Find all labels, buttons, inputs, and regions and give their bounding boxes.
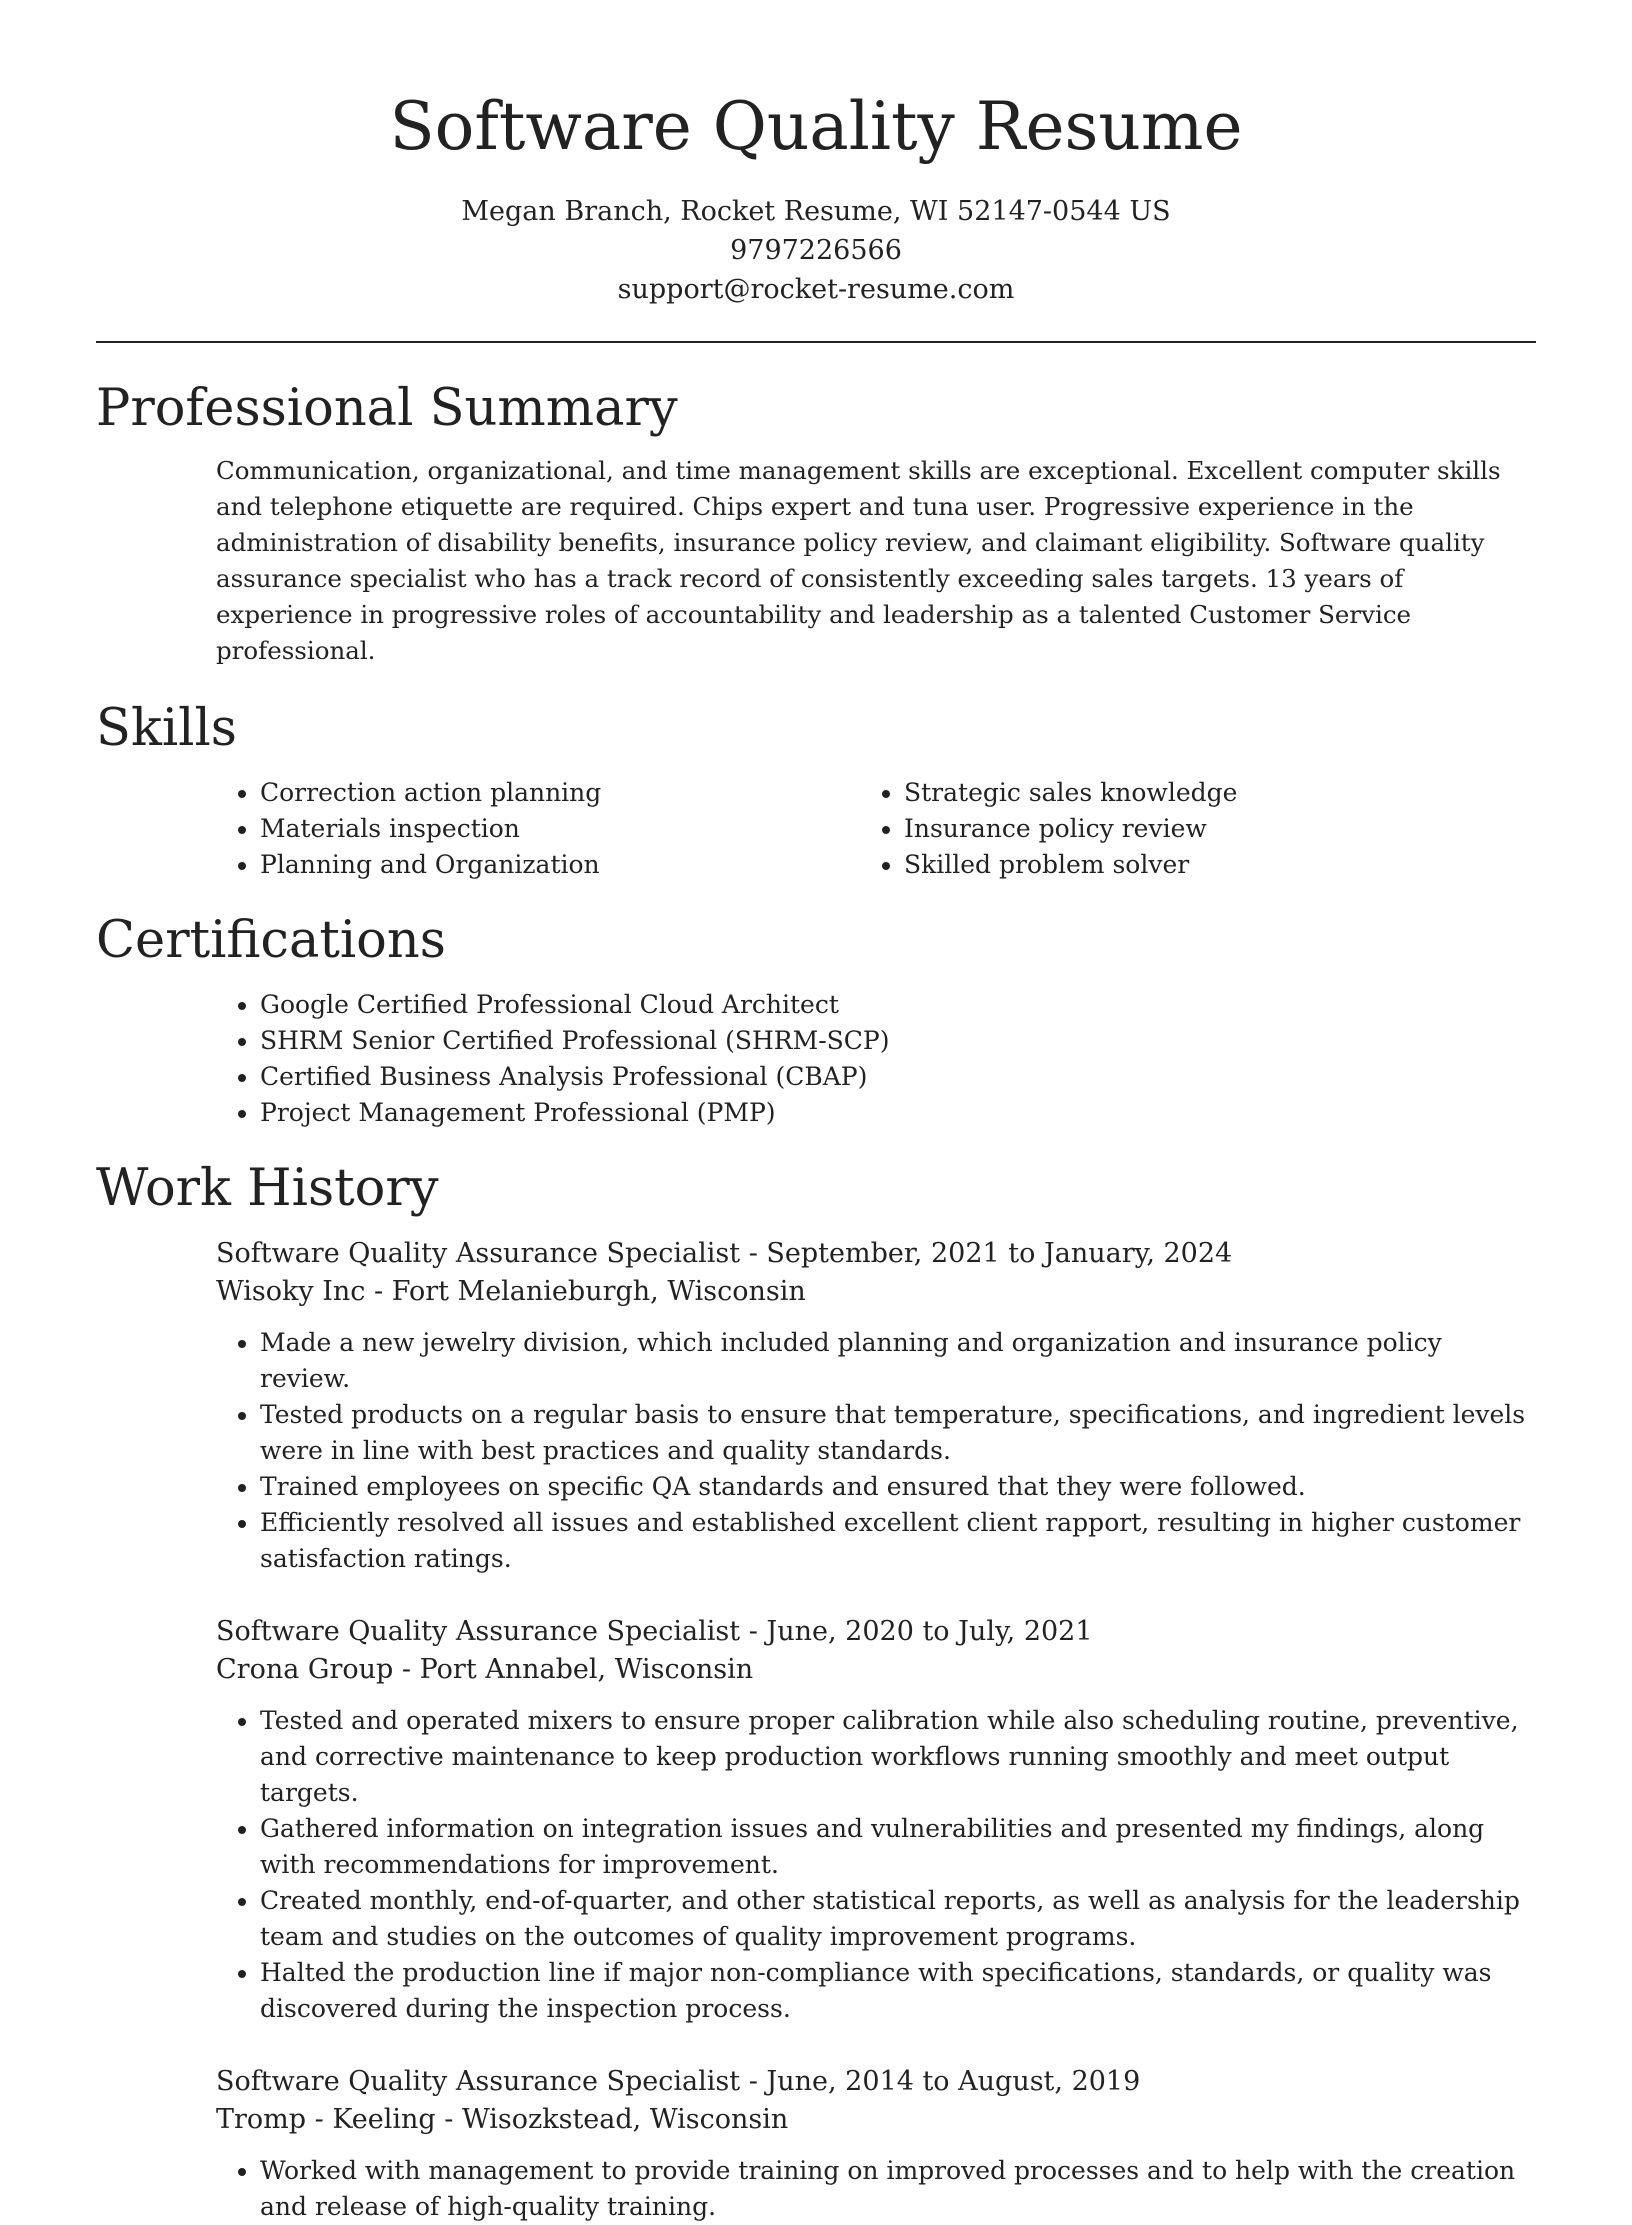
- job-entry: [216, 1235, 1536, 1577]
- job-dates: - September, 2021 to January, 2024: [740, 1238, 1233, 1269]
- skill-item: • Strategic sales knowledge: [904, 775, 1504, 811]
- job-title-line: [216, 2063, 1536, 2101]
- header-divider: [96, 341, 1536, 343]
- certifications-heading: Certifications: [96, 911, 446, 970]
- job-company: Crona Group: [216, 1654, 394, 1685]
- certifications-list: [216, 987, 1536, 1131]
- resume-title: Software Quality Resume: [389, 88, 1243, 165]
- contact-email: support@rocket-resume.com: [617, 274, 1015, 305]
- job-title-line: [216, 1235, 1536, 1273]
- certification-item: • Project Management Professional (PMP): [260, 1095, 1536, 1131]
- job-bullets: [216, 2153, 1536, 2225]
- skill-item: • Insurance policy review: [904, 811, 1504, 847]
- work-history-section: [96, 1157, 1536, 2225]
- job-bullet: • Tested and operated mixers to ensure proper calibration while also scheduling routine, preventive, and corrective maintenance to keep production workflows running smoothly and meet output targets.: [260, 1703, 1536, 1811]
- job-title-line: [216, 1613, 1536, 1651]
- job-role: Software Quality Assurance Specialist: [216, 1616, 741, 1647]
- skills-columns: [216, 775, 1536, 883]
- skills-left-list: [216, 775, 860, 883]
- job-company-line: [216, 1651, 1536, 1689]
- skills-heading: Skills: [96, 699, 237, 758]
- job-bullet: • Trained employees on specific QA standards and ensured that they were followed.: [260, 1469, 1536, 1505]
- job-bullet: • Efficiently resolved all issues and established excellent client rapport, resulting in higher customer satisfaction ratings.: [260, 1505, 1536, 1577]
- job-bullets: [216, 1325, 1536, 1577]
- job-company: Tromp - Keeling: [216, 2104, 436, 2135]
- skills-section: [96, 697, 1536, 883]
- job-bullet: • Worked with management to provide training on improved processes and to help with the creation and release of high-quality training.: [260, 2153, 1536, 2225]
- certification-item: • SHRM Senior Certified Professional (SHRM-SCP): [260, 1023, 1536, 1059]
- contact-block: [96, 192, 1536, 309]
- job-company-line: [216, 1273, 1536, 1311]
- certifications-section: [96, 909, 1536, 1131]
- job-location: - Port Annabel, Wisconsin: [393, 1654, 754, 1685]
- job-dates: - June, 2014 to August, 2019: [740, 2066, 1141, 2097]
- job-bullet: • Made a new jewelry division, which included planning and organization and insurance policy review.: [260, 1325, 1536, 1397]
- skill-item: • Skilled problem solver: [904, 847, 1504, 883]
- skill-item: • Materials inspection: [260, 811, 860, 847]
- skill-item: • Planning and Organization: [260, 847, 860, 883]
- job-entry: [216, 2063, 1536, 2225]
- job-role: Software Quality Assurance Specialist: [216, 1238, 741, 1269]
- job-role: Software Quality Assurance Specialist: [216, 2066, 741, 2097]
- job-dates: - June, 2020 to July, 2021: [740, 1616, 1093, 1647]
- job-bullet: • Tested products on a regular basis to ensure that temperature, specifications, and ingredient levels were in line with best practices and quality standards.: [260, 1397, 1536, 1469]
- work-history-heading: Work History: [96, 1159, 439, 1218]
- summary-text: Communication, organizational, and time management skills are exceptional. Excellent computer skills and telephone etiquette are required. Chips expert and tuna user. Progressive experience in the administration of disability benefits, insurance policy review, and claimant eligibility. Software quality assurance specialist who has a track record of consistently exceeding sales targets. 13 years of experience in progressive roles of accountability and leadership as a talented Customer Service professional.: [216, 456, 1501, 665]
- skills-right-list: [860, 775, 1504, 883]
- job-company: Wisoky Inc: [216, 1276, 366, 1307]
- job-location: - Wisozkstead, Wisconsin: [435, 2104, 789, 2135]
- resume-page: [96, 0, 1536, 2225]
- summary-section: [96, 377, 1536, 669]
- contact-phone: 9797226566: [730, 235, 902, 266]
- job-entry: [216, 1613, 1536, 2027]
- contact-address: Megan Branch, Rocket Resume, WI 52147-0544 US: [461, 196, 1171, 227]
- certification-item: • Google Certified Professional Cloud Architect: [260, 987, 1536, 1023]
- job-company-line: [216, 2101, 1536, 2139]
- skill-item: • Correction action planning: [260, 775, 860, 811]
- job-bullet: • Gathered information on integration issues and vulnerabilities and presented my findings, along with recommendations for improvement.: [260, 1811, 1536, 1883]
- certification-item: • Certified Business Analysis Professional (CBAP): [260, 1059, 1536, 1095]
- job-bullet: • Halted the production line if major non-compliance with specifications, standards, or quality was discovered during the inspection process.: [260, 1955, 1536, 2027]
- job-bullet: • Created monthly, end-of-quarter, and other statistical reports, as well as analysis for the leadership team and studies on the outcomes of quality improvement programs.: [260, 1883, 1536, 1955]
- job-location: - Fort Melanieburgh, Wisconsin: [365, 1276, 806, 1307]
- summary-heading: Professional Summary: [96, 379, 678, 438]
- job-bullets: [216, 1703, 1536, 2027]
